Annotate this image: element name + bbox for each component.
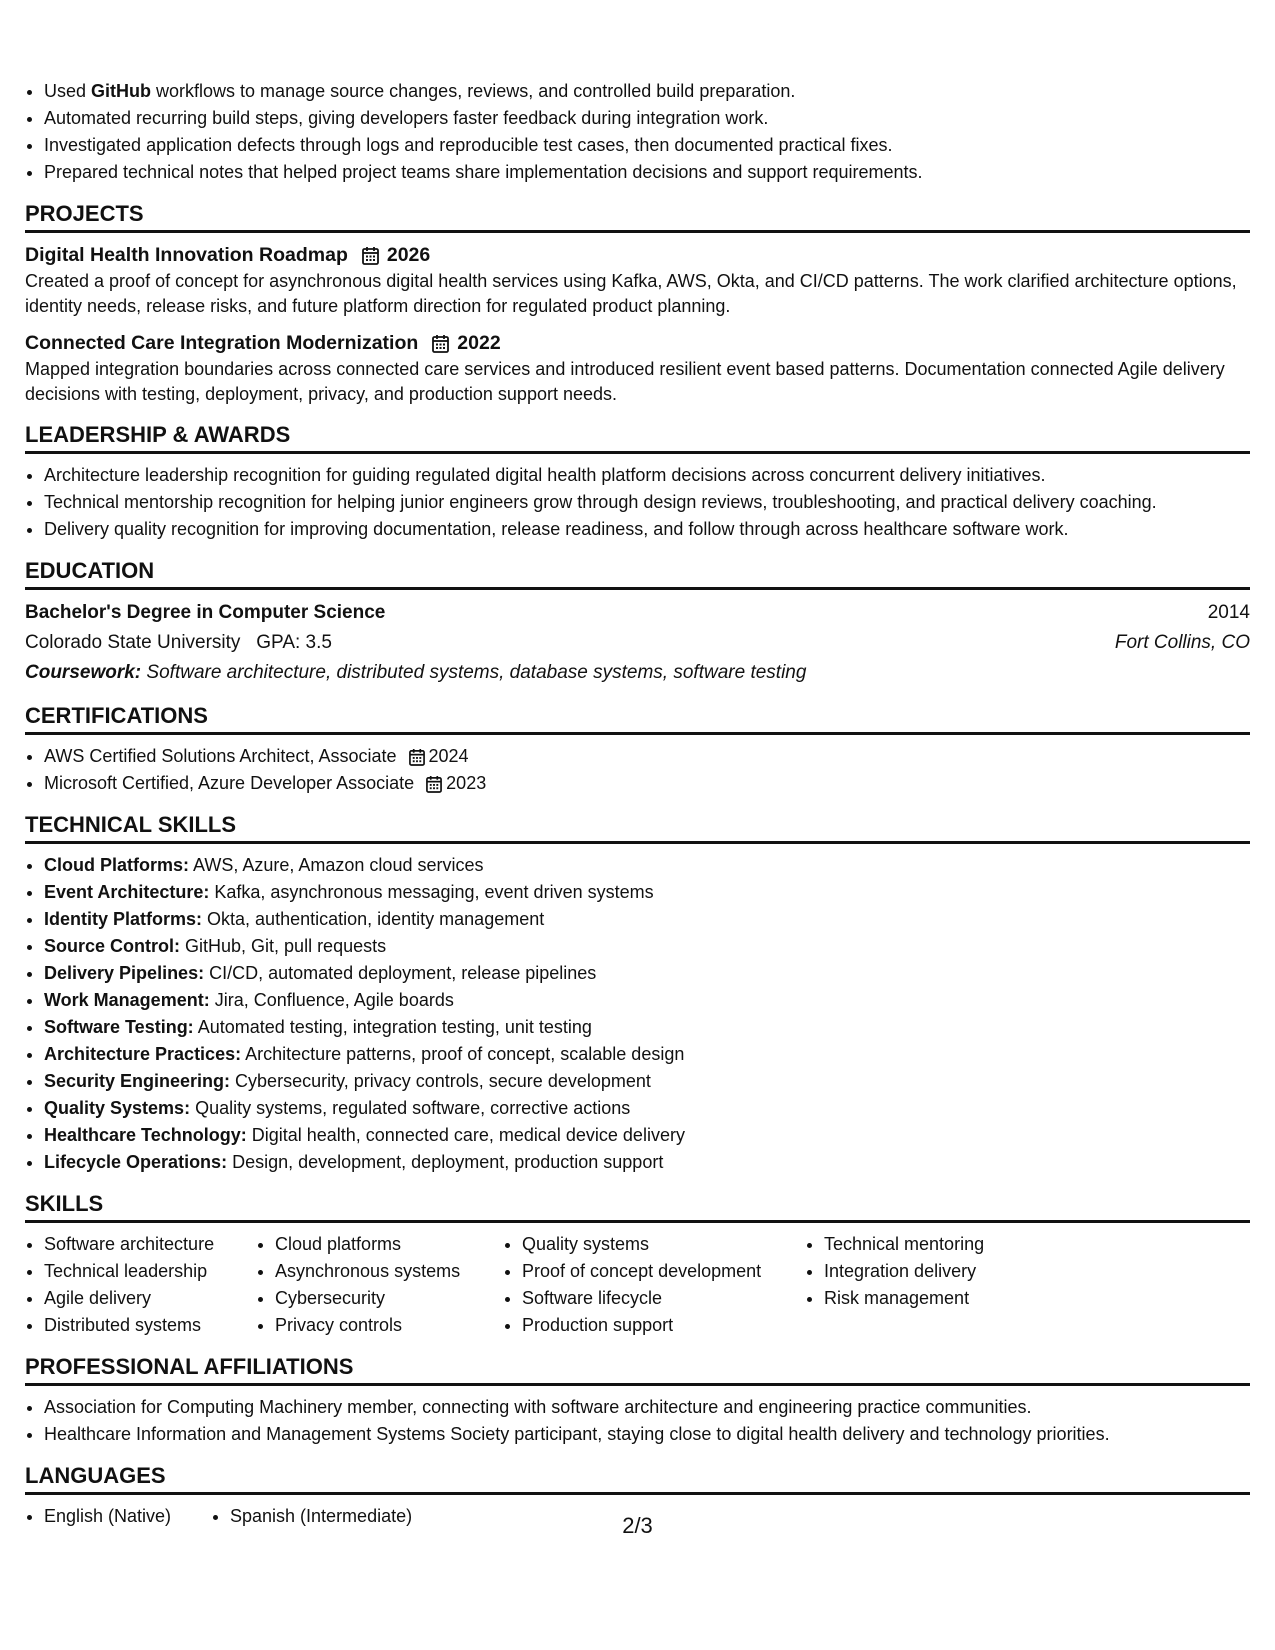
- list-item: • Used GitHub workflows to manage source changes, reviews, and controlled build preparation.: [44, 78, 1250, 105]
- skills-column: [503, 1231, 805, 1339]
- list-item: • Quality systems: [522, 1231, 805, 1258]
- section-title: EDUCATION: [25, 555, 1250, 590]
- list-item: • Quality Systems: Quality systems, regulated software, corrective actions: [44, 1095, 1250, 1122]
- list-item: • Healthcare Technology: Digital health, connected care, medical device delivery: [44, 1122, 1250, 1149]
- project-title: [25, 241, 1250, 269]
- calendar-icon: [426, 775, 442, 793]
- list-item: • Production support: [522, 1312, 805, 1339]
- section-title: SKILLS: [25, 1188, 1250, 1223]
- calendar-icon: [432, 334, 449, 353]
- list-item: • Delivery Pipelines: CI/CD, automated deployment, release pipelines: [44, 960, 1250, 987]
- list-item: • Lifecycle Operations: Design, development, deployment, production support: [44, 1149, 1250, 1176]
- coursework-list: Software architecture, distributed systems, database systems, software testing: [141, 662, 807, 683]
- calendar-icon: [409, 748, 425, 766]
- list-item: • Risk management: [824, 1285, 1064, 1312]
- cert-year: 2024: [428, 746, 469, 766]
- list-item: • Software architecture: [44, 1231, 256, 1258]
- list-item: • Software Testing: Automated testing, integration testing, unit testing: [44, 1014, 1250, 1041]
- list-item: • Automated recurring build steps, giving developers faster feedback during integration work.: [44, 105, 1250, 132]
- section-title: PROJECTS: [25, 198, 1250, 233]
- resume-content: [25, 78, 1250, 1530]
- highlight: GitHub: [91, 81, 152, 101]
- list-item: • Technical leadership: [44, 1258, 256, 1285]
- education-school-row: [25, 628, 1250, 658]
- project-description: Mapped integration boundaries across connected care services and introduced resilient event based patterns. Documentation connected Agile delivery decisions with testing, deployment, privacy, and production support needs.: [25, 359, 1225, 404]
- project-description: Created a proof of concept for asynchronous digital health services using Kafka, AWS, Okta, and CI/CD patterns. The work clarified architecture options, identity needs, release risks, and future platform direction for regulated product planning.: [25, 271, 1237, 316]
- list-item: • Spanish (Intermediate): [230, 1503, 412, 1530]
- project-year: 2022: [457, 332, 501, 354]
- education-section: [25, 555, 1250, 688]
- section-title: LANGUAGES: [25, 1460, 1250, 1495]
- cert-name: • AWS Certified Solutions Architect, Associate: [44, 746, 397, 766]
- page-number: 2/3: [622, 1513, 653, 1538]
- list-item: • Proof of concept development: [522, 1258, 805, 1285]
- skills-column: [25, 1231, 256, 1339]
- section-title: PROFESSIONAL AFFILIATIONS: [25, 1351, 1250, 1386]
- list-item: • Work Management: Jira, Confluence, Agile boards: [44, 987, 1250, 1014]
- affiliations-list: [25, 1394, 1250, 1448]
- list-item: • Software lifecycle: [522, 1285, 805, 1312]
- education-degree-row: [25, 598, 1250, 628]
- list-item: • Agile delivery: [44, 1285, 256, 1312]
- skills-grid: [25, 1231, 1250, 1339]
- list-item: [44, 743, 1250, 770]
- list-item: • Cybersecurity: [275, 1285, 503, 1312]
- affiliations-section: [25, 1351, 1250, 1448]
- list-item: • Prepared technical notes that helped project teams share implementation decisions and support requirements.: [44, 159, 1250, 186]
- list-item: • Source Control: GitHub, Git, pull requests: [44, 933, 1250, 960]
- list-item: • Association for Computing Machinery member, connecting with software architecture and engineering practice communities.: [44, 1394, 1250, 1421]
- list-item: • Cloud platforms: [275, 1231, 503, 1258]
- section-title: CERTIFICATIONS: [25, 700, 1250, 735]
- project-name: Connected Care Integration Modernization: [25, 332, 419, 354]
- school-location: Fort Collins, CO: [1114, 632, 1250, 653]
- list-item: • Distributed systems: [44, 1312, 256, 1339]
- experience-bullets: [25, 78, 1250, 186]
- list-item: • Technical mentorship recognition for helping junior engineers grow through design reviews, troubleshooting, and practical delivery coaching.: [44, 489, 1250, 516]
- skills-column: [256, 1231, 503, 1339]
- gpa: GPA: 3.5: [256, 632, 332, 653]
- list-item: • Asynchronous systems: [275, 1258, 503, 1285]
- leadership-section: [25, 419, 1250, 543]
- technical-skills-list: [25, 852, 1250, 1176]
- list-item: • Security Engineering: Cybersecurity, privacy controls, secure development: [44, 1068, 1250, 1095]
- list-item: • Architecture Practices: Architecture patterns, proof of concept, scalable design: [44, 1041, 1250, 1068]
- list-item: • Technical mentoring: [824, 1231, 1064, 1258]
- certifications-section: [25, 700, 1250, 797]
- skills-column: [805, 1231, 1064, 1339]
- technical-skills-section: [25, 809, 1250, 1176]
- project-title: [25, 329, 1250, 357]
- list-item: • Integration delivery: [824, 1258, 1064, 1285]
- list-item: • Cloud Platforms: AWS, Azure, Amazon cloud services: [44, 852, 1250, 879]
- project-year: 2026: [386, 244, 431, 266]
- certifications-list: [25, 743, 1250, 797]
- degree: Bachelor's Degree in Computer Science: [25, 602, 386, 623]
- leadership-list: [25, 462, 1250, 543]
- list-item: • Delivery quality recognition for improving documentation, release readiness, and follow through across healthcare software work.: [44, 516, 1250, 543]
- list-item: [44, 770, 1250, 797]
- section-title: TECHNICAL SKILLS: [25, 809, 1250, 844]
- skills-section: [25, 1188, 1250, 1339]
- section-title: LEADERSHIP & AWARDS: [25, 419, 1250, 454]
- cert-name: • Microsoft Certified, Azure Developer Associate: [44, 773, 415, 793]
- list-item: • Healthcare Information and Management Systems Society participant, staying close to digital health delivery and technology priorities.: [44, 1421, 1250, 1448]
- coursework: [25, 658, 1250, 688]
- calendar-icon: [362, 246, 379, 265]
- list-item: • English (Native): [44, 1503, 211, 1530]
- projects-section: [25, 198, 1250, 407]
- coursework-label: Coursework:: [25, 662, 142, 683]
- project-name: Digital Health Innovation Roadmap: [25, 244, 348, 266]
- graduation-year: 2014: [1207, 602, 1250, 623]
- list-item: • Event Architecture: Kafka, asynchronous messaging, event driven systems: [44, 879, 1250, 906]
- cert-year: 2023: [446, 773, 487, 793]
- list-item: • Privacy controls: [275, 1312, 503, 1339]
- list-item: • Investigated application defects through logs and reproducible test cases, then documented practical fixes.: [44, 132, 1250, 159]
- list-item: • Identity Platforms: Okta, authentication, identity management: [44, 906, 1250, 933]
- list-item: • Architecture leadership recognition for guiding regulated digital health platform decisions across concurrent delivery initiatives.: [44, 462, 1250, 489]
- school: Colorado State University: [25, 632, 241, 653]
